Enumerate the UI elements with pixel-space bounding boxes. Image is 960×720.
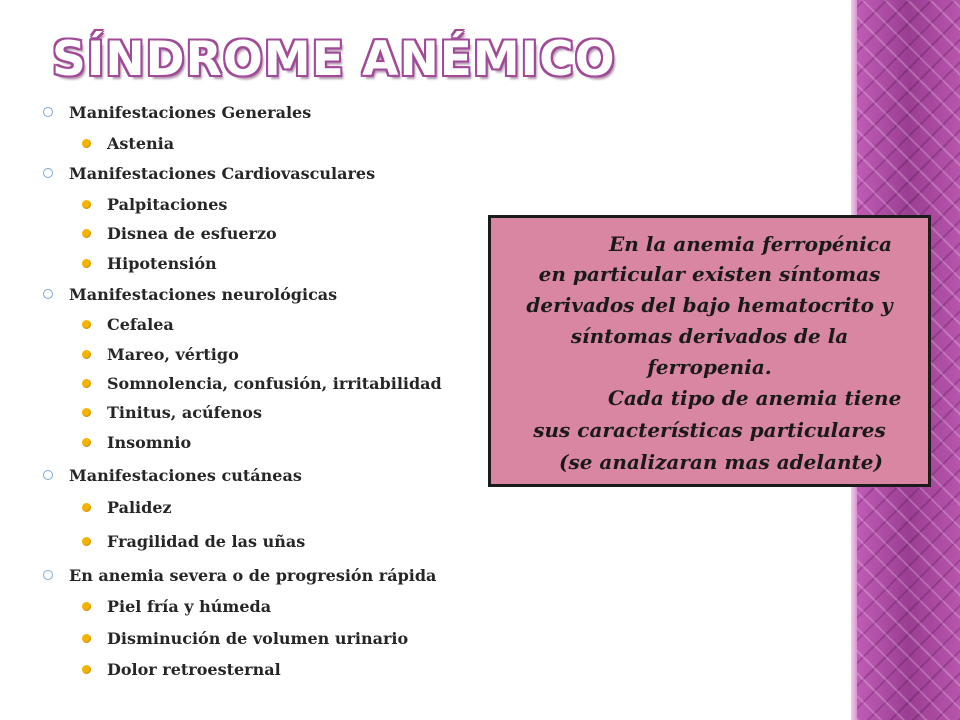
- bullet-item: Hipotensión: [107, 254, 217, 273]
- bullet-item: Dolor retroesternal: [107, 660, 281, 679]
- callout-line: En la anemia ferropénica: [609, 232, 892, 256]
- bullet-item: Fragilidad de las uñas: [107, 532, 306, 551]
- bullet-item: Disnea de esfuerzo: [107, 224, 277, 243]
- bullet-item: Palpitaciones: [107, 195, 228, 214]
- bullet-item: Mareo, vértigo: [107, 345, 239, 364]
- callout-box: [488, 215, 931, 487]
- category-cutaneous: Manifestaciones cutáneas: [69, 466, 302, 485]
- callout-line: derivados del bajo hematocrito y: [526, 293, 893, 317]
- category-general: Manifestaciones Generales: [69, 103, 312, 122]
- bullet-item: Insomnio: [107, 433, 192, 452]
- category-cardiovascular: Manifestaciones Cardiovasculares: [69, 164, 376, 183]
- bullet-item: Astenia: [107, 134, 175, 153]
- category-neurological: Manifestaciones neurológicas: [69, 285, 338, 304]
- category-severe-anemia: En anemia severa o de progresión rápida: [69, 566, 437, 585]
- bullet-item: Cefalea: [107, 315, 174, 334]
- callout-line: ferropenia.: [647, 355, 772, 379]
- bullet-item: Palidez: [107, 498, 172, 517]
- bullet-item: Somnolencia, confusión, irritabilidad: [107, 374, 442, 393]
- callout-line: (se analizaran mas adelante): [559, 450, 883, 474]
- bullet-item: Disminución de volumen urinario: [107, 629, 409, 648]
- callout-line: sus características particulares: [533, 418, 886, 442]
- bullet-item: Tinitus, acúfenos: [107, 403, 262, 422]
- callout-line: síntomas derivados de la: [570, 324, 849, 348]
- callout-line: en particular existen síntomas: [538, 262, 881, 286]
- bullet-item: Piel fría y húmeda: [107, 597, 272, 616]
- callout-line: Cada tipo de anemia tiene: [608, 386, 902, 410]
- slide-title: SÍNDROME ANÉMICO: [52, 32, 616, 87]
